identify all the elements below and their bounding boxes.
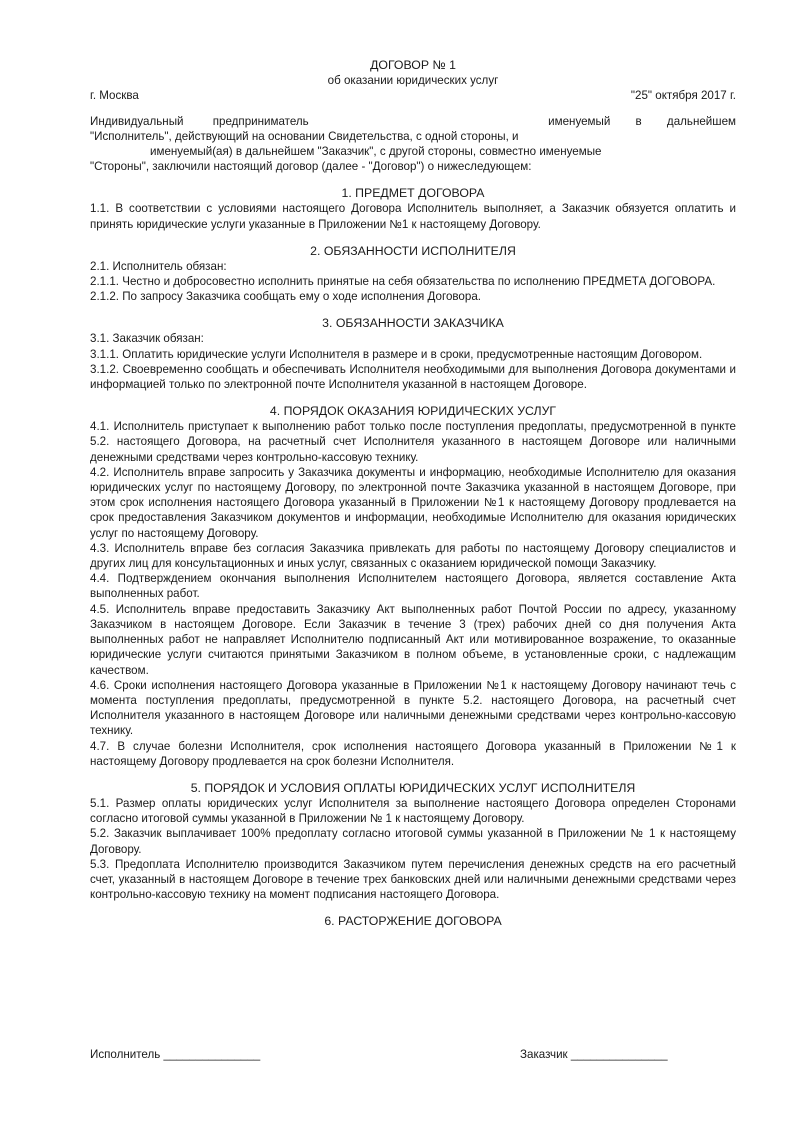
intro-named-as: именуемый в дальнейшем: [548, 114, 736, 128]
clause-3-1-1: 3.1.1. Оплатить юридические услуги Исполнителя в размере и в сроки, предусмотренные настоящим Договором.: [90, 347, 703, 361]
intro-line-2: "Исполнитель", действующий на основании Свидетельства, с одной стороны, и: [90, 129, 519, 143]
clause-4-2: 4.2. Исполнитель вправе запросить у Заказчика документы и информацию, необходимые Исполнителю для оказания юридических услуг по настоящему Договору, по электронной почте Заказчика указанной в настоящем Договоре, при этом срок исполнения настоящего Договора указанный в Приложении №1 к настоящему Договору продлевается на срок предоставления Заказчиком документов и информации, необходимые Исполнителю для оказания юридических услуг по настоящему Договору.: [90, 465, 736, 540]
clause-4-1: 4.1. Исполнитель приступает к выполнению работ только после поступления предоплаты, предусмотренной в пункте 5.2. настоящего Договора, на расчетный счет Исполнителя указанного в настоящем Договоре или наличными денежными средствами через контрольно-кассовую технику.: [90, 420, 736, 464]
place-date-row: [90, 88, 736, 103]
section-heading-4: 4. ПОРЯДОК ОКАЗАНИЯ ЮРИДИЧЕСКИХ УСЛУГ: [269, 404, 557, 419]
signature-contractor: Исполнитель _______________: [90, 1048, 261, 1061]
section-heading-2: 2. ОБЯЗАННОСТИ ИСПОЛНИТЕЛЯ: [310, 243, 516, 258]
city: г. Москва: [90, 89, 139, 103]
document-title: ДОГОВОР № 1: [370, 58, 456, 72]
clause-4-7: 4.7. В случае болезни Исполнителя, срок исполнения настоящего Договора указанный в Приложении №1 к настоящему Договору продлевается на срок болезни Исполнителя.: [90, 739, 736, 768]
clause-5-3: 5.3. Предоплата Исполнителю производится Заказчиком путем перечисления денежных средств на его расчетный счет, указанный в настоящем Договоре в течение трех банковских дней или наличными денежными средствами через контрольно-кассовую технику на момент подписания настоящего Договора.: [90, 857, 736, 902]
clause-2-1: 2.1. Исполнитель обязан:: [90, 259, 227, 273]
clause-3-1: 3.1. Заказчик обязан:: [90, 332, 204, 346]
intro-line-4: "Стороны", заключили настоящий договор (далее - "Договор") о нижеследующем:: [90, 160, 532, 174]
clause-2-1-2: 2.1.2. По запросу Заказчика сообщать ему о ходе исполнения Договора.: [90, 290, 481, 304]
contract-date: "25" октября 2017 г.: [630, 89, 736, 103]
clause-2-1-1: 2.1.1. Честно и добросовестно исполнить принятые на себя обязательства по исполнению ПРЕДМЕТА ДОГОВОРА.: [90, 275, 716, 289]
intro-line-1: [90, 114, 736, 129]
clause-5-1: 5.1. Размер оплаты юридических услуг Исполнителя за выполнение настоящего Договора определен Сторонами согласно итоговой суммы указанной в Приложении № 1 к настоящему Договору.: [90, 796, 736, 826]
section-heading-5: 5. ПОРЯДОК И УСЛОВИЯ ОПЛАТЫ ЮРИДИЧЕСКИХ УСЛУГ ИСПОЛНИТЕЛЯ: [190, 780, 636, 795]
signature-customer: Заказчик _______________: [520, 1048, 668, 1061]
section-heading-6: 6. РАСТОРЖЕНИЕ ДОГОВОРА: [324, 914, 502, 929]
clause-4-4: 4.4. Подтверждением окончания выполнения Исполнителем настоящего Договора, является составление Акта выполненных работ.: [90, 572, 736, 601]
clause-4-3: 4.3. Исполнитель вправе без согласия Заказчика привлекать для работы по настоящему Договору специалистов и других лиц для консультационных и иных услуг, связанных с оказанием юридической помощи Заказчику.: [90, 541, 736, 571]
intro-line-3: именуемый(ая) в дальнейшем "Заказчик", с другой стороны, совместно именуемые: [150, 145, 602, 159]
section-heading-3: 3. ОБЯЗАННОСТИ ЗАКАЗЧИКА: [322, 316, 504, 331]
clause-5-2: 5.2. Заказчик выплачивает 100% предоплату согласно итоговой суммы указанной в Приложении № 1 к настоящему Договору.: [90, 827, 736, 856]
intro-entrepreneur: Индивидуальный предприниматель: [90, 114, 309, 128]
section-heading-1: 1. ПРЕДМЕТ ДОГОВОРА: [341, 186, 485, 201]
clause-4-6: 4.6. Сроки исполнения настоящего Договора указанные в Приложении №1 к настоящему Договору начинают течь с момента поступления предоплаты, предусмотренной в пункте 5.2. настоящего Договора, на расчетный счет Исполнителя указанного в настоящем Договоре или наличными денежными средствами через контрольно-кассовую технику.: [90, 678, 736, 738]
clause-4-5: 4.5. Исполнитель вправе предоставить Заказчику Акт выполненных работ Почтой России по адресу, указанному Заказчиком в настоящем Договоре. Если Заказчик в течение 3 (трех) рабочих дней со дня получения Акта выполненных работ не направляет Исполнителю подписанный Акт или мотивированное возражение, то оказанные юридические услуги считаются принятыми Заказчиком в полном объеме, в установленные сроки, с надлежащим качеством.: [90, 602, 736, 677]
document-subtitle: об оказании юридических услуг: [327, 74, 499, 88]
clause-3-1-2: 3.1.2. Своевременно сообщать и обеспечивать Исполнителя необходимыми для выполнения Договора документами и информацией только по электронной почте Исполнителя указанной в настоящем Договоре.: [90, 362, 736, 392]
contract-document: [90, 58, 736, 929]
clause-1-1: 1.1. В соответствии с условиями настоящего Договора Исполнитель выполняет, а Заказчик обязуется оплатить и принять юридические услуги указанные в Приложении №1 к настоящему Договору.: [90, 202, 736, 231]
